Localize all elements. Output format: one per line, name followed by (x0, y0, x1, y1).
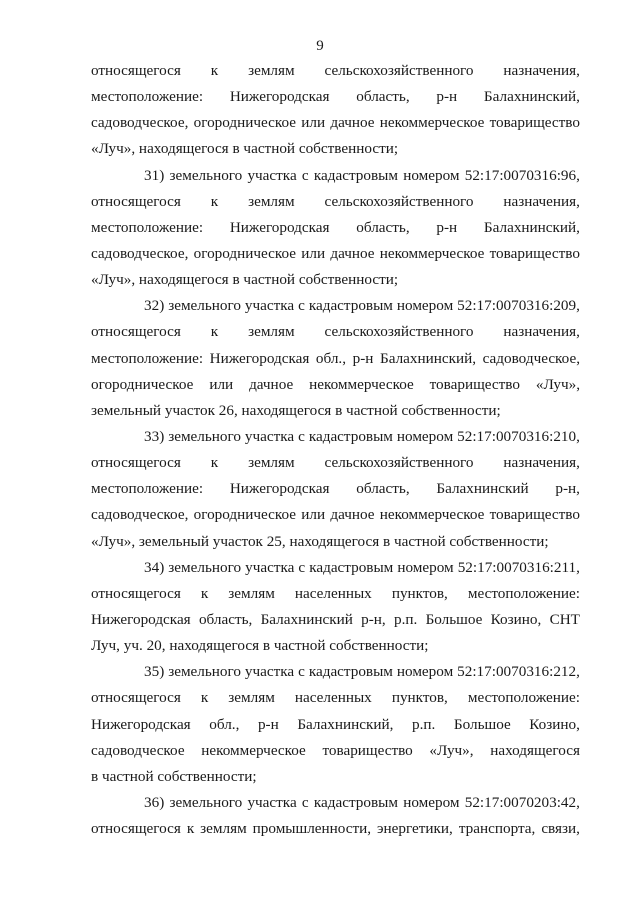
word: населенных (294, 584, 372, 602)
word: Нижегородская (91, 610, 191, 628)
word: относящегося (91, 323, 181, 341)
word: товарищество (429, 375, 520, 393)
word: номером (403, 793, 460, 811)
word: садоводческое, (482, 349, 580, 367)
word: 31) (144, 166, 165, 184)
document-body (91, 58, 580, 842)
word: 35) (144, 663, 165, 681)
word: Балахнинский, (297, 715, 394, 733)
word: местоположение: (467, 584, 580, 602)
word: Козино, (529, 715, 580, 733)
page-number: 9 (316, 38, 324, 54)
word: с (298, 297, 305, 315)
word: земельного (168, 297, 241, 315)
word: сельскохозяйственного (324, 62, 474, 79)
text-line (91, 215, 580, 241)
word: к (186, 820, 195, 838)
word: Балахнинский (436, 480, 529, 498)
word: местоположение: (91, 349, 204, 367)
word: 52:17:0070316:212, (457, 663, 580, 681)
word: относящегося (91, 454, 181, 472)
word: номером (396, 427, 454, 445)
word: с (301, 793, 309, 811)
word: Большое (453, 715, 511, 733)
word: или (301, 114, 326, 132)
word: Балахнинский, (483, 218, 580, 236)
word: землям (228, 689, 275, 707)
word: дачное (249, 375, 294, 393)
text-line (91, 372, 580, 398)
word: относящегося (91, 689, 181, 707)
word: номером (397, 558, 454, 576)
word: р.п. (411, 715, 436, 733)
text-line (91, 319, 580, 345)
word: назначения, (503, 192, 580, 210)
word: землям (200, 820, 247, 838)
word: местоположение: (91, 218, 204, 236)
word: назначения, (503, 323, 580, 341)
word: к (210, 323, 219, 341)
word: товарищество (489, 114, 580, 132)
word: энергетики, (377, 820, 453, 838)
text-line (91, 293, 580, 319)
word: кадастровым (308, 297, 393, 315)
word: участка (244, 297, 295, 315)
word: 52:17:0070316:96, (464, 166, 580, 184)
word: р-н, (555, 480, 580, 498)
word: номером (396, 663, 454, 681)
text-line (91, 659, 580, 685)
text-line: Луч, уч. 20, находящегося в частной собственности; (91, 637, 429, 655)
word: земельного (168, 558, 242, 576)
word: к (210, 62, 219, 79)
word: Нижегородская (91, 715, 191, 733)
text-line (91, 476, 580, 502)
word: дачное (330, 506, 375, 524)
word: или (301, 506, 326, 524)
text-line (91, 607, 580, 633)
word: к (210, 454, 219, 472)
word: р-н (352, 349, 374, 367)
word: с (298, 558, 306, 576)
word: земельного (169, 793, 243, 811)
word: земельного (169, 166, 243, 184)
word: номером (396, 297, 454, 315)
word: землям (248, 323, 295, 341)
word: Нижегородская (209, 349, 310, 367)
word: Балахнинский, (483, 88, 580, 106)
word: с (298, 427, 305, 445)
word: Нижегородская (229, 480, 330, 498)
word: участка (247, 166, 297, 184)
word: огородническое (91, 375, 194, 393)
word: населенных (294, 689, 372, 707)
word: р-н (257, 715, 279, 733)
word: земельного (168, 427, 241, 445)
word: Балахнинский (260, 610, 353, 628)
word: Козино, (490, 610, 542, 628)
word: садоводческое, (91, 244, 189, 262)
text-line: «Луч», земельный участок 25, находящегося в частной собственности; (91, 532, 549, 550)
text-line: «Луч», находящегося в частной собственности; (91, 271, 399, 289)
text-line (91, 163, 580, 189)
text-line (91, 346, 580, 372)
word: некоммерческое (201, 741, 306, 759)
word: некоммерческое (309, 375, 414, 393)
text-line (91, 738, 580, 764)
word: земельного (168, 663, 241, 681)
word: землям (248, 62, 295, 79)
text-line (91, 555, 580, 581)
word: местоположение: (467, 689, 580, 707)
word: или (209, 375, 234, 393)
word: товарищество (322, 741, 413, 759)
word: участка (244, 663, 295, 681)
word: транспорта, (458, 820, 536, 838)
text-line (91, 241, 580, 267)
word: 33) (144, 427, 165, 445)
word: область, (356, 218, 410, 236)
word: местоположение: (91, 480, 204, 498)
word: сельскохозяйственного (324, 323, 474, 341)
text-line (91, 790, 580, 816)
text-line (91, 581, 580, 607)
word: пунктов, (391, 689, 448, 707)
word: некоммерческое (379, 244, 485, 262)
word: 52:17:0070203:42, (464, 793, 580, 811)
word: дачное (330, 244, 375, 262)
text-line (91, 685, 580, 711)
word: обл., (209, 715, 240, 733)
word: некоммерческое (379, 506, 485, 524)
text-line (91, 816, 580, 842)
word: р.п. (393, 610, 418, 628)
text-line (91, 84, 580, 110)
word: Нижегородская (229, 88, 330, 106)
word: товарищество (489, 244, 580, 262)
word: Большое (425, 610, 483, 628)
word: огородническое (193, 114, 297, 132)
word: относящегося (91, 62, 181, 79)
text-line (91, 110, 580, 136)
word: кадастровым (313, 793, 398, 811)
word: участка (247, 793, 297, 811)
word: огородническое (193, 244, 297, 262)
text-line (91, 502, 580, 528)
word: к (210, 192, 219, 210)
word: связи, (541, 820, 580, 838)
word: 52:17:0070316:209, (457, 297, 580, 315)
text-line (91, 58, 580, 84)
word: относящегося (91, 192, 181, 210)
word: с (298, 663, 305, 681)
word: садоводческое, (91, 506, 189, 524)
word: 52:17:0070316:211, (457, 558, 580, 576)
word: кадастровым (309, 558, 394, 576)
text-line (91, 450, 580, 476)
word: Нижегородская (229, 218, 330, 236)
word: назначения, (503, 454, 580, 472)
word: некоммерческое (379, 114, 485, 132)
word: относящегося (91, 584, 181, 602)
word: землям (248, 192, 295, 210)
word: область, (198, 610, 253, 628)
word: 52:17:0070316:210, (457, 427, 580, 445)
text-line (91, 712, 580, 738)
word: «Луч», (535, 375, 580, 393)
word: садоводческое, (91, 114, 189, 132)
word: или (301, 244, 326, 262)
word: пунктов, (391, 584, 448, 602)
word: к (200, 689, 209, 707)
word: СНТ (549, 610, 580, 628)
word: 32) (144, 297, 165, 315)
word: р-н (436, 218, 458, 236)
word: относящегося (91, 820, 181, 838)
word: с (301, 166, 309, 184)
word: местоположение: (91, 88, 204, 106)
text-line (91, 424, 580, 450)
word: кадастровым (313, 166, 398, 184)
word: землям (228, 584, 275, 602)
word: назначения, (503, 62, 580, 79)
word: садоводческое (91, 741, 185, 759)
word: участка (244, 427, 295, 445)
word: сельскохозяйственного (324, 454, 474, 472)
text-line: «Луч», находящегося в частной собственности; (91, 140, 399, 158)
word: кадастровым (308, 427, 393, 445)
word: р-н (436, 88, 458, 106)
word: землям (248, 454, 295, 472)
text-line: земельный участок 26, находящегося в частной собственности; (91, 401, 501, 419)
text-line: в частной собственности; (91, 767, 257, 785)
word: 34) (144, 558, 165, 576)
word: номером (403, 166, 460, 184)
word: обл., (315, 349, 347, 367)
word: участка (245, 558, 295, 576)
word: товарищество (489, 506, 580, 524)
word: находящегося (490, 741, 580, 759)
word: область, (356, 480, 410, 498)
word: р-н, (361, 610, 386, 628)
word: 36) (144, 793, 165, 811)
word: к (200, 584, 209, 602)
word: огородническое (193, 506, 297, 524)
word: область, (356, 88, 410, 106)
word: сельскохозяйственного (324, 192, 474, 210)
word: Балахнинский, (379, 349, 477, 367)
word: кадастровым (308, 663, 393, 681)
text-line (91, 189, 580, 215)
word: дачное (330, 114, 375, 132)
word: промышленности, (252, 820, 372, 838)
word: «Луч», (429, 741, 474, 759)
